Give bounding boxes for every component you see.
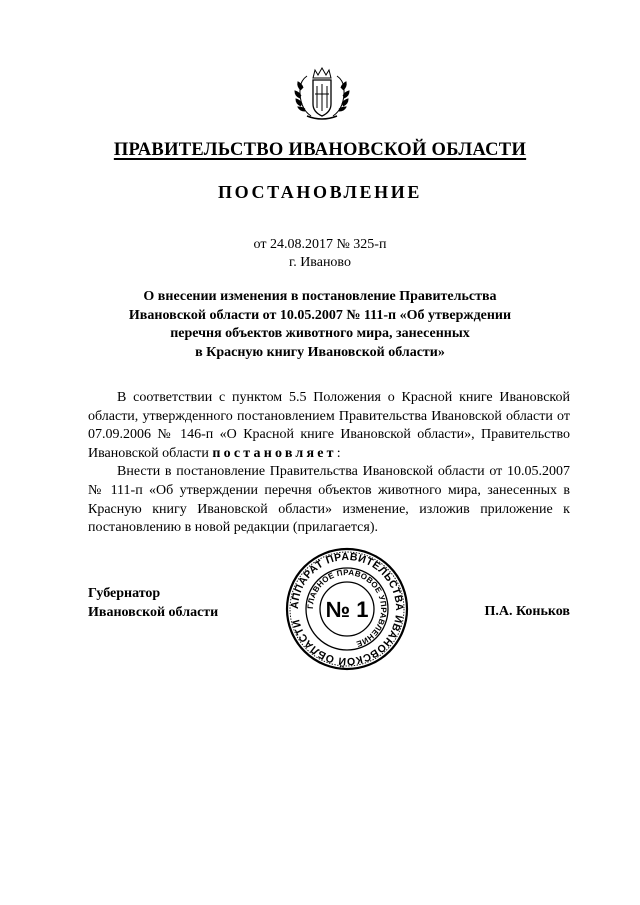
document-meta [0, 236, 640, 272]
signer-title-line: Губернатор [88, 586, 161, 601]
paragraph-1-text: В соответствии с пунктом 5.5 Положения о Красной книге Ивановской области, утвержденного постановлением Правительства Ивановской области от 07.09.2006 № 146-п «О Красной книге Ивановской области», Правительство Ивановской области [88, 390, 570, 461]
city: г. Иваново [289, 255, 351, 270]
heading-line: О внесении изменения в постановление Правительства [143, 289, 497, 304]
decree-keyword: постановляет [212, 445, 337, 461]
seal-number: № 1 [325, 597, 369, 622]
document-heading [0, 288, 640, 362]
paragraph-1 [88, 389, 570, 463]
seal-outer-text: АППАРАТ ПРАВИТЕЛЬСТВА ИВАНОВСКОЙ ОБЛАСТИ [288, 550, 406, 668]
seal-inner-text: ГЛАВНОЕ ПРАВОВОЕ УПРАВЛЕНИЕ [305, 567, 389, 649]
heading-line: перечня объектов животного мира, занесенных [170, 326, 470, 341]
heading-line: в Красную книгу Ивановской области» [195, 344, 445, 360]
paragraph-2: Внести в постановление Правительства Ивановской области от 10.05.2007 № 111-п «Об утверждении перечня объектов животного мира, занесенных в Красную книгу Ивановской области» изменение, изложив приложение к постановлению в новой редакции (прилагается). [88, 464, 570, 536]
ivanovo-coat-of-arms-icon [287, 64, 357, 124]
government-name [0, 140, 640, 161]
signer-title-line: Ивановской области [88, 604, 219, 620]
paragraph-1-end: : [336, 445, 341, 461]
document-body [88, 389, 570, 538]
government-name-text: ПРАВИТЕЛЬСТВО ИВАНОВСКОЙ ОБЛАСТИ [113, 140, 527, 160]
document-type: ПОСТАНОВЛЕНИЕ [218, 182, 422, 202]
signer-name: П.А. Коньков [484, 604, 570, 619]
date-number: от 24.08.2017 № 325-п [253, 237, 387, 252]
signer-title [88, 585, 218, 622]
heading-line: Ивановской области от 10.05.2007 № 111-п «Об утверждении [128, 307, 512, 323]
round-seal-stamp-icon [285, 547, 409, 671]
